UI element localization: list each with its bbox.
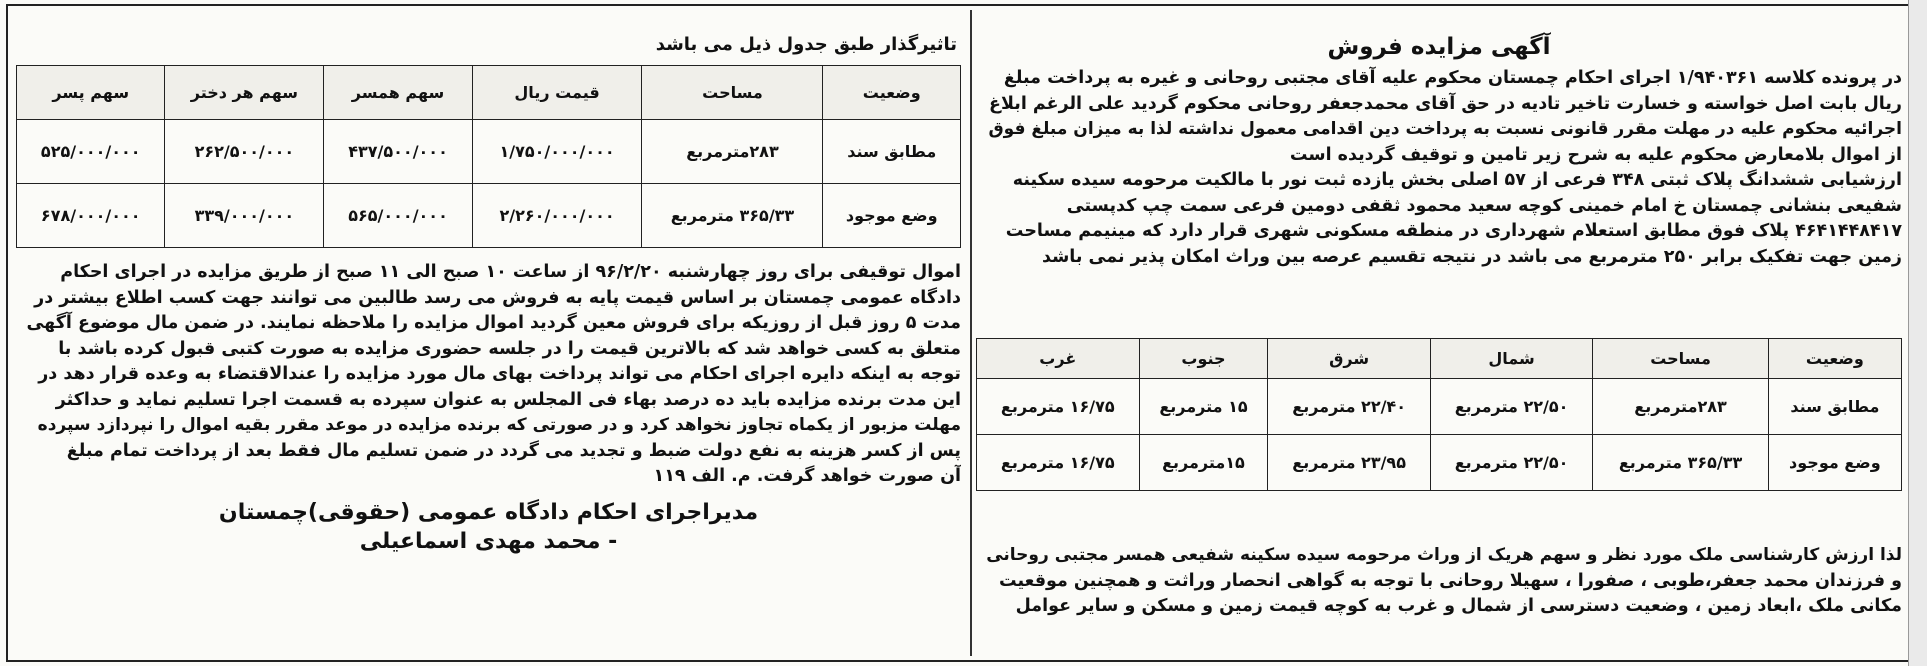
body-line: پس از کسر هزینه به نفع دولت ضبط و تجدید می گردد در ضمن تسلیم مال فقط بعد از پرداخت تمام مبلغ [66,440,961,461]
table-cell: ۵۶۵/۰۰۰/۰۰۰ [324,184,472,248]
body-line: زمین جهت تفکیک برابر ۲۵۰ مترمربع می باشد در نتیجه تقسیم عرصه بین وراث امکان پذیر نمی باشد [1041,246,1902,267]
table-cell: ۳۶۵/۳۳ مترمربع [642,184,823,248]
body-line: توجه به اینکه دایره اجرای احکام می تواند پرداخت بهای مال مورد مزایده را عندالاقتضاء به وعده قرار دهد در [38,364,961,384]
header-son-share: سهم پسر [17,66,165,120]
column-divider [970,10,972,656]
table-row [977,435,1902,491]
body-line: در پرونده کلاسه ۱/۹۴۰۳۶۱ اجرای احکام چمستان محکوم علیه آقای مجتبی روحانی و غیره به پرداخت مبلغ [1003,68,1902,88]
table-cell: ۲۲/۴۰ مترمربع [1268,379,1430,435]
body-line: متعلق به کسی خواهد شد که بالاترین قیمت را در جلسه حضوری مزایده به صورت کتبی قبول کرده باشد با [58,338,961,359]
header-spouse-share: سهم همسر [324,66,472,120]
table-cell: ۱۶/۷۵ مترمربع [977,379,1140,435]
body-line: اموال توقیفی برای روز چهارشنبه ۹۶/۲/۲۰ از ساعت ۱۰ صبح الی ۱۱ صبح از طریق مزایده در اجرای احکام [60,262,961,282]
table-cell: مطابق سند [1768,379,1901,435]
header-east: شرق [1268,339,1430,379]
table-cell: ۳۶۵/۳۳ مترمربع [1593,435,1768,491]
body-line: ریال بابت اصل خواسته و خسارت تاخیر تادیه در حق آقای محمدجعفر روحانی محکوم گردید علی الرغم ابلاغ [989,93,1902,114]
table-cell: وضع موجود [823,184,961,248]
header-area: مساحت [1593,339,1768,379]
table-cell: ۲۳/۹۵ مترمربع [1268,435,1430,491]
table-cell: ۱۶/۷۵ مترمربع [977,435,1140,491]
table-cell: ۲۸۳مترمربع [642,120,823,184]
signature-title: مدیراجرای احکام دادگاه عمومی (حقوقی)چمستان [218,499,759,525]
table-row [17,120,961,184]
body-line: شفیعی بنشانی چمستان خ امام خمینی کوچه سعید محمود ثقفی دومین فرعی سمت چپ کدپستی [1066,195,1902,216]
page-edge [1908,0,1927,666]
header-west: غرب [977,339,1140,379]
table-header-row [977,339,1902,379]
body-line: از اموال بلامعارض محکوم علیه به شرح زیر تامین و توقیف گردیده است [1289,144,1902,165]
body-line: مهلت مزبور از یکماه تجاوز نخواهد کرد و در صورتی که برنده مزایده در موعد مقرر بقیه اموال را نپردازد سپرده [37,415,961,435]
body-line: مکانی ملک ،ابعاد زمین ، وضعیت دسترسی از شمال و غرب به کوچه قیمت زمین و مسکن و سایر عوامل [1015,596,1902,616]
table-cell: ۲۲/۵۰ مترمربع [1430,435,1592,491]
body-line: مدت ۵ روز قبل از روزیکه برای فروش معین گردید اموال مزایده را ملاحظه نمایند. در ضمن مال موضوع آگهی [26,313,961,333]
body-line: لذا ارزش کارشناسی ملک مورد نظر و سهم هریک از وراث مرحومه سیده سکینه شفیعی همسر مجتبی روحانی [986,545,1902,565]
body-line: ۴۶۴۱۴۴۸۴۱۷ پلاک فوق مطابق استعلام شهرداری در منطقه مسکونی شهری قرار دارد که مینیمم مساحت [1005,221,1902,241]
table-cell: ۲۲/۵۰ مترمربع [1430,379,1592,435]
body-line: دادگاه عمومی چمستان بر اساس قیمت پایه به فروش می رسد طالبین می توانند جهت کسب اطلاع بیشتر در [34,287,961,308]
left-column [16,34,961,554]
body-line: اجرائیه محکوم علیه در مهلت مقرر قانونی نسبت به پرداخت دین اقدامی معمول نداشته لذا به میزان مبلغ فوق [988,119,1902,139]
table-cell: ۱/۷۵۰/۰۰۰/۰۰۰ [472,120,642,184]
header-area: مساحت [642,66,823,120]
body-line: این مدت برنده مزایده باید ده درصد بهاء فی المجلس به عنوان سپرده به قسمت اجرا تسلیم نماید و حداکثر [55,389,961,410]
header-status: وضعیت [1768,339,1901,379]
table-header-row [17,66,961,120]
header-status: وضعیت [823,66,961,120]
table-row [17,184,961,248]
body-line: آن صورت خواهد گرفت. م. الف ۱۱۹ [653,466,961,486]
table-cell: ۲/۲۶۰/۰۰۰/۰۰۰ [472,184,642,248]
auction-terms [16,260,961,490]
header-south: جنوب [1139,339,1268,379]
table-cell: ۵۲۵/۰۰۰/۰۰۰ [17,120,165,184]
table-intro: تاثیرگذار طبق جدول ذیل می باشد [655,34,957,55]
valuation-paragraph [976,543,1902,620]
table-cell: ۲۶۲/۵۰۰/۰۰۰ [165,120,324,184]
notice-body [976,66,1902,270]
shares-table [16,65,961,248]
table-row [977,379,1902,435]
table-cell: ۳۳۹/۰۰۰/۰۰۰ [165,184,324,248]
body-line: ارزشیابی ششدانگ پلاک ثبتی ۳۴۸ فرعی از ۵۷ اصلی بخش یازده ثبت نور با مالکیت مرحومه سیده سکینه [1012,170,1902,190]
table-cell: وضع موجود [1768,435,1901,491]
right-column [976,34,1902,270]
table-cell: ۶۷۸/۰۰۰/۰۰۰ [17,184,165,248]
table-cell: ۴۳۷/۵۰۰/۰۰۰ [324,120,472,184]
header-price: قیمت ریال [472,66,642,120]
header-north: شمال [1430,339,1592,379]
table-cell: ۱۵ مترمربع [1139,379,1268,435]
table-cell: ۱۵مترمربع [1139,435,1268,491]
signature-name: - محمد مهدی اسماعیلی [359,528,618,554]
header-daughter-share: سهم هر دختر [165,66,324,120]
notice-title: آگهی مزایده فروش [1327,34,1551,60]
table-cell: مطابق سند [823,120,961,184]
body-line: و فرزندان محمد جعفر،طوبی ، صفورا ، سهیلا روحانی با توجه به گواهی انحصار وراثت و همچنین موقعیت [999,570,1902,591]
table-cell: ۲۸۳مترمربع [1593,379,1768,435]
boundaries-table [976,338,1902,491]
